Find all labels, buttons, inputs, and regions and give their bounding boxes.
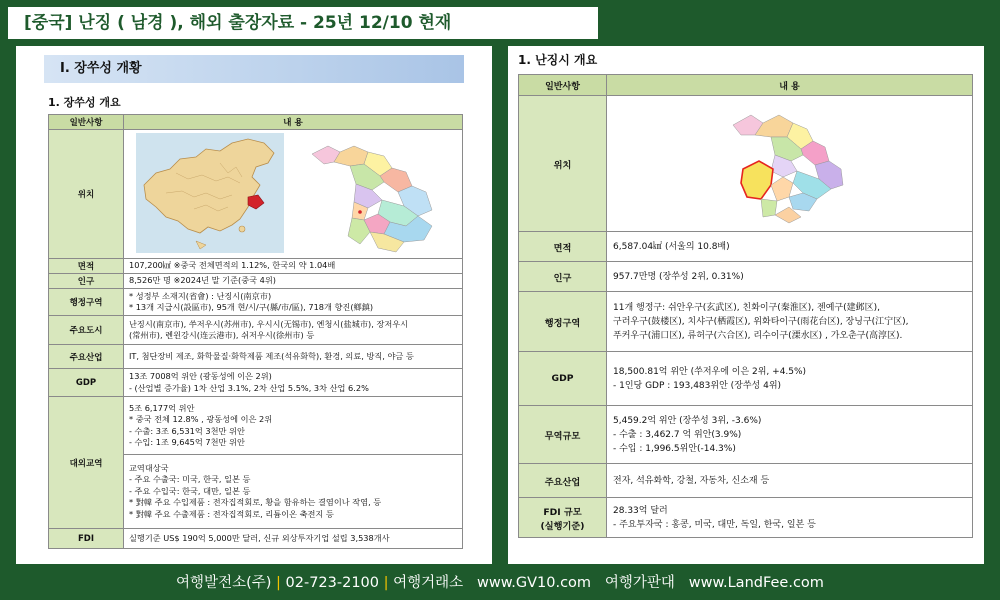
footer-brand-gv10: 여행거래소 — [393, 575, 464, 591]
china-map-image — [136, 133, 284, 253]
row-label-major-cities: 주요도시 — [49, 316, 124, 345]
nanjing-subheading: 1. 난징시 개요 — [518, 53, 598, 67]
company-footer — [0, 572, 1000, 594]
row-value-trade-volume: 5조 6,177억 위안 * 중국 전체 12.8% , 광동성에 이은 2위 - 수출: 3조 6,531억 3천만 위안 - 수입: 1조 9,645억 7천만 위안 — [124, 397, 463, 455]
row-value-area: 6,587.04㎢ (서울의 10.8배) — [607, 232, 973, 262]
row-value-area: 107,200㎢ ※중국 전체면적의 1.12%, 한국의 약 1.04배 — [124, 259, 463, 274]
row-label-fdi: FDI — [49, 529, 124, 549]
row-label-fdi: FDI 규모 (실행기준) — [519, 498, 607, 538]
row-value-population: 8,526만 명 ※2024년 말 기준(중국 4위) — [124, 274, 463, 289]
table-header-category: 일반사항 — [49, 115, 124, 130]
document-title: [중국] 난징 ( 남경 ), 해외 출장자료 - 25년 12/10 현재 — [24, 13, 452, 33]
row-label-location: 위치 — [49, 130, 124, 259]
row-value-fdi: 28.33억 달러 - 주요투자국 : 홍콩, 미국, 대만, 독일, 한국, 일본 등 — [607, 498, 973, 538]
nanjing-province-map — [713, 103, 853, 225]
row-label-industry: 주요산업 — [49, 345, 124, 369]
table-header-category: 일반사항 — [519, 75, 607, 96]
row-value-trade: 5,459.2억 위안 (장쑤성 3위, -3.6%) - 수출 : 3,462.7 억 위안(3.9%) - 수입 : 1,996.5위안(-14.3%) — [607, 406, 973, 464]
row-value-gdp: 13조 7008억 위안 (광동성에 이은 2위) - (산업별 증가율) 1차 산업 3.1%, 2차 산업 5.5%, 3차 산업 6.2% — [124, 369, 463, 397]
table-header-content: 내 용 — [607, 75, 973, 96]
jiangsu-overview-panel — [16, 46, 492, 564]
nanjing-info-table — [518, 74, 973, 538]
row-label-admin: 행정구역 — [519, 292, 607, 352]
row-value-industry: IT, 첨단장비 제조, 화학물질·화학제품 제조(석유화학), 환경, 의료, 방직, 야금 등 — [124, 345, 463, 369]
footer-link-landfee[interactable]: www.LandFee.com — [688, 575, 824, 591]
row-value-industry: 전자, 석유화학, 강철, 자동차, 신소재 등 — [607, 464, 973, 498]
row-value-gdp: 18,500.81억 위안 (쑤저우에 이은 2위, +4.5%) - 1인당 GDP : 193,483위안 (장쑤성 4위) — [607, 352, 973, 406]
row-label-area: 면적 — [49, 259, 124, 274]
row-label-gdp: GDP — [519, 352, 607, 406]
row-value-admin: 11개 행정구: 쉬안우구(玄武区), 친화이구(秦淮区), 젠예구(建邺区), 구러우구(鼓楼区), 치샤구(栖霞区), 위화타이구(雨花台区), 장닝구(江宁区), 푸커우구(浦口区), 류허구(六合区), 리수이구(溧水区) , 가오춘구(高淳区). — [607, 292, 973, 352]
table-header-content: 내 용 — [124, 115, 463, 130]
row-label-gdp: GDP — [49, 369, 124, 397]
section-heading: Ⅰ. 장쑤성 개황 — [44, 55, 464, 83]
row-value-population: 957.7만명 (장쑤성 2위, 0.31%) — [607, 262, 973, 292]
jiangsu-info-table — [48, 114, 463, 549]
footer-separator: | — [383, 575, 389, 591]
footer-link-gv10[interactable]: www.GV10.com — [477, 575, 592, 591]
nanjing-location-map — [607, 96, 973, 232]
row-label-trade: 무역규모 — [519, 406, 607, 464]
row-value-admin: * 성정부 소재지(省會) : 난징시(南京市) * 13개 지급시(設區市), 95개 현/시/구(縣/市/區), 718개 향진(鄉鎮) — [124, 289, 463, 316]
jiangsu-province-map — [294, 134, 454, 254]
footer-brand-landfee: 여행가판대 — [604, 575, 675, 591]
row-label-industry: 주요산업 — [519, 464, 607, 498]
jiangsu-subheading: 1. 장쑤성 개요 — [48, 96, 121, 109]
row-label-population: 인구 — [519, 262, 607, 292]
nanjing-overview-panel — [508, 46, 984, 564]
document-title-bar — [8, 7, 598, 39]
row-label-location: 위치 — [519, 96, 607, 232]
row-value-trade-partners: 교역대상국 - 주요 수출국: 미국, 한국, 일본 등 - 주요 수입국: 한국, 대만, 일본 등 * 對韓 주요 수입제품 : 전자집적회로, 황을 함유하는 결염이나 작염, 등 * 對韓 주요 수출제품 : 전자집적회로, 리튬이온 축전지 등 — [124, 455, 463, 529]
row-label-trade: 대외교역 — [49, 397, 124, 529]
row-value-fdi: 실행기준 US$ 190억 5,000만 달러, 신규 외상투자기업 설립 3,538개사 — [124, 529, 463, 549]
footer-phone: 02-723-2100 — [285, 575, 380, 591]
footer-separator: | — [276, 575, 281, 591]
jiangsu-location-maps — [124, 130, 463, 259]
row-label-admin: 행정구역 — [49, 289, 124, 316]
row-label-area: 면적 — [519, 232, 607, 262]
footer-company: 여행발전소(주) — [176, 575, 272, 591]
row-label-population: 인구 — [49, 274, 124, 289]
row-value-major-cities: 난징시(南京市), 쑤저우시(苏州市), 우시시(无锡市), 옌청시(盐城市), 장저우시 (常州市), 롄윈강시(连云港市), 쉬저우시(徐州市) 등 — [124, 316, 463, 345]
